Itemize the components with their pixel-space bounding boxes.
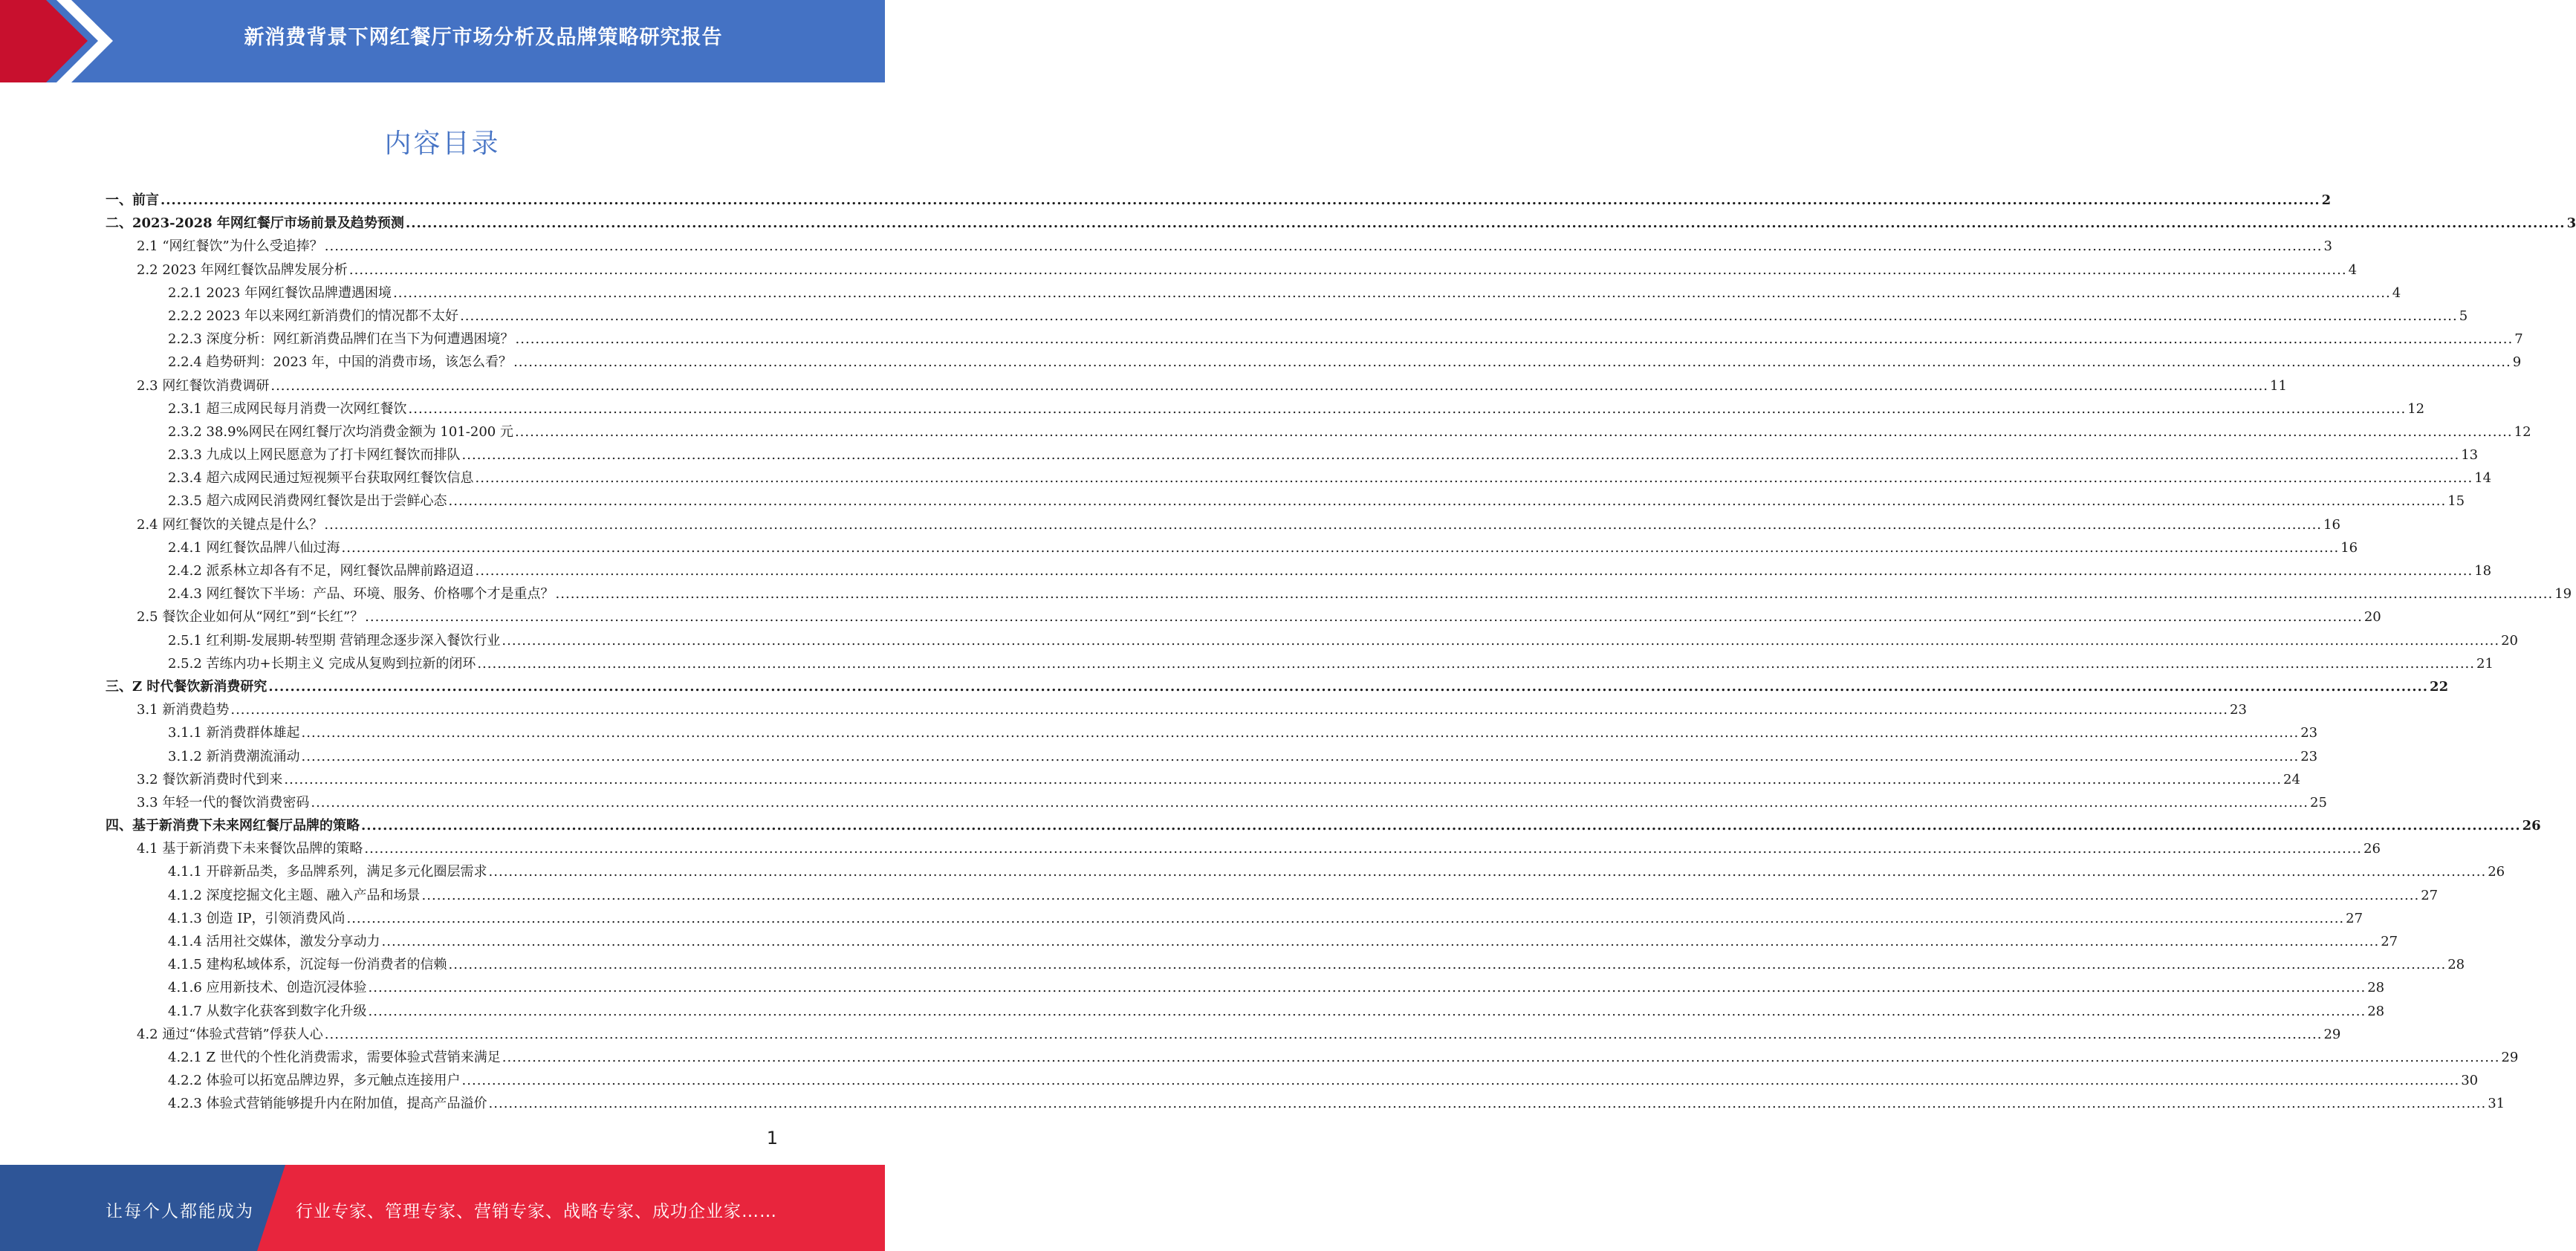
toc-entry-page: 23	[2300, 725, 2318, 741]
toc-entry[interactable]	[106, 1069, 2479, 1092]
toc-entry[interactable]	[106, 1046, 2519, 1069]
toc-entry[interactable]	[106, 629, 2518, 652]
toc-entry-page: 23	[2230, 702, 2247, 718]
toc-entry[interactable]	[106, 328, 2523, 351]
toc-entry-page: 9	[2512, 354, 2522, 371]
toc-entry[interactable]	[106, 443, 2479, 467]
toc-entry-title: 4.1.2 深度挖掘文化主题、融入产品和场景	[168, 887, 421, 903]
toc-dot-leader: ................................................................................................................................................................................................................................................................................................................................................................................................................	[365, 609, 2363, 626]
toc-entry[interactable]	[106, 768, 2300, 791]
toc-entry-page: 28	[2367, 980, 2385, 996]
toc-entry-page: 14	[2474, 470, 2492, 487]
toc-entry[interactable]	[106, 745, 2318, 768]
toc-entry-page: 2	[2321, 192, 2332, 208]
toc-entry-page: 12	[2407, 400, 2425, 417]
toc-dot-leader: ................................................................................................................................................................................................................................................................................................................................................................................................................	[460, 308, 2458, 324]
toc-dot-leader: ................................................................................................................................................................................................................................................................................................................................................................................................................	[448, 493, 2447, 510]
toc-entry-title: 2.5.2 苦练内功+长期主义 完成从复购到拉新的闭环	[168, 655, 476, 672]
toc-entry-title: 一、前言	[106, 192, 159, 208]
toc-dot-leader: ................................................................................................................................................................................................................................................................................................................................................................................................................	[311, 794, 2309, 810]
toc-dot-leader: ................................................................................................................................................................................................................................................................................................................................................................................................................	[448, 957, 2447, 973]
toc-dot-leader: ................................................................................................................................................................................................................................................................................................................................................................................................................	[270, 377, 2269, 394]
toc-entry-page: 3	[2566, 215, 2576, 232]
toc-entry[interactable]	[106, 721, 2318, 744]
toc-dot-leader: ................................................................................................................................................................................................................................................................................................................................................................................................................	[421, 887, 2420, 903]
toc-entry-page: 5	[2459, 308, 2468, 324]
toc-entry-title: 2.2.1 2023 年网红餐饮品牌遭遇困境	[168, 285, 392, 301]
toc-entry-page: 27	[2346, 910, 2364, 926]
toc-entry-page: 29	[2501, 1049, 2519, 1065]
toc-entry-title: 2.2.3 深度分析：网红新消费品牌们在当下为何遭遇困境？	[168, 331, 514, 348]
toc-dot-leader: ................................................................................................................................................................................................................................................................................................................................................................................................................	[341, 539, 2340, 556]
toc-entry[interactable]	[106, 582, 2572, 605]
toc-entry[interactable]	[106, 1023, 2341, 1046]
toc-entry-title: 2.1 “网红餐饮”为什么受追捧？	[137, 238, 323, 255]
toc-entry-page: 16	[2340, 539, 2358, 556]
toc-entry[interactable]	[106, 420, 2531, 443]
toc-entry-page: 25	[2310, 794, 2327, 810]
toc-entry-title: 2.2.4 趋势研判：2023 年，中国的消费市场，该怎么看？	[168, 354, 513, 371]
toc-entry-page: 4	[2392, 285, 2401, 301]
toc-dot-leader: ................................................................................................................................................................................................................................................................................................................................................................................................................	[461, 1073, 2460, 1089]
toc-entry-page: 16	[2323, 516, 2340, 533]
toc-entry[interactable]	[106, 305, 2468, 328]
footer-slogan-left: 让每个人都能成为	[106, 1202, 254, 1221]
toc-dot-leader: ................................................................................................................................................................................................................................................................................................................................................................................................................	[346, 910, 2345, 926]
page-number: 1	[766, 1128, 778, 1148]
toc-entry-page: 12	[2514, 423, 2531, 440]
toc-entry[interactable]	[106, 282, 2401, 305]
toc-entry-page: 3	[2323, 238, 2332, 255]
toc-entry-page: 15	[2447, 493, 2465, 510]
toc-entry[interactable]	[106, 259, 2358, 282]
toc-entry[interactable]	[106, 953, 2465, 976]
toc-entry[interactable]	[106, 351, 2522, 374]
toc-dot-leader: ................................................................................................................................................................................................................................................................................................................................................................................................................	[348, 261, 2347, 278]
toc-entry-page: 24	[2283, 771, 2300, 787]
footer-banner	[0, 1165, 885, 1251]
toc-entry[interactable]	[106, 374, 2287, 397]
toc-entry[interactable]	[106, 884, 2439, 907]
toc-entry-title: 2.4.1 网红餐饮品牌八仙过海	[168, 539, 340, 556]
toc-entry-title: 3.2 餐饮新消费时代到来	[137, 771, 283, 787]
toc-entry-page: 28	[2367, 1003, 2385, 1019]
toc-entry[interactable]	[106, 1000, 2385, 1023]
toc-dot-leader: ................................................................................................................................................................................................................................................................................................................................................................................................................	[160, 192, 2320, 208]
header-banner	[0, 0, 885, 82]
toc-entry[interactable]	[106, 652, 2494, 675]
toc-entry[interactable]	[106, 397, 2425, 420]
toc-entry-title: 3.1.1 新消费群体雄起	[168, 725, 300, 741]
toc-dot-leader: ................................................................................................................................................................................................................................................................................................................................................................................................................	[477, 655, 2475, 672]
toc-entry-page: 4	[2348, 261, 2358, 278]
toc-entry[interactable]	[106, 490, 2465, 513]
toc-entry-title: 2.5.1 红利期-发展期-转型期 营销理念逐步深入餐饮行业	[168, 632, 501, 649]
toc-entry[interactable]	[106, 212, 2576, 235]
toc-dot-leader: ................................................................................................................................................................................................................................................................................................................................................................................................................	[488, 1096, 2487, 1112]
toc-entry[interactable]	[106, 814, 2541, 837]
toc-dot-leader: ................................................................................................................................................................................................................................................................................................................................................................................................................	[513, 354, 2511, 371]
toc-entry-page: 23	[2300, 748, 2318, 764]
toc-entry-page: 27	[2421, 887, 2439, 903]
toc-dot-leader: ................................................................................................................................................................................................................................................................................................................................................................................................................	[405, 215, 2566, 232]
toc-entry-title: 2.3.3 九成以上网民愿意为了打卡网红餐饮而排队	[168, 447, 461, 464]
toc-entry[interactable]	[106, 860, 2505, 883]
toc-entry[interactable]	[106, 907, 2364, 930]
toc-entry-page: 19	[2554, 586, 2572, 602]
toc-entry[interactable]	[106, 791, 2327, 814]
toc-entry-title: 2.4.2 派系林立却各有不足，网红餐饮品牌前路迢迢	[168, 563, 474, 579]
toc-entry-title: 2.3.4 超六成网民通过短视频平台获取网红餐饮信息	[168, 470, 474, 487]
toc-entry-title: 4.1.3 创造 IP，引领消费风尚	[168, 910, 345, 926]
toc-entry-page: 22	[2430, 678, 2449, 695]
toc-entry-page: 27	[2381, 934, 2398, 949]
toc-dot-leader: ................................................................................................................................................................................................................................................................................................................................................................................................................	[301, 725, 2300, 741]
toc-dot-leader: ................................................................................................................................................................................................................................................................................................................................................................................................................	[555, 586, 2554, 602]
toc-entry-title: 2.3.2 38.9%网民在网红餐厅次均消费金额为 101-200 元	[168, 423, 513, 440]
toc-entry-title: 3.1 新消费趋势	[137, 702, 230, 718]
toc-dot-leader: ................................................................................................................................................................................................................................................................................................................................................................................................................	[515, 331, 2514, 348]
toc-entry-title: 4.2.2 体验可以拓宽品牌边界，多元触点连接用户	[168, 1073, 461, 1089]
report-title: 新消费背景下网红餐厅市场分析及品牌策略研究报告	[244, 26, 723, 49]
toc-entry-page: 20	[2501, 632, 2518, 649]
toc-dot-leader: ................................................................................................................................................................................................................................................................................................................................................................................................................	[324, 516, 2323, 533]
toc-dot-leader: ................................................................................................................................................................................................................................................................................................................................................................................................................	[301, 748, 2300, 764]
toc-dot-leader: ................................................................................................................................................................................................................................................................................................................................................................................................................	[364, 841, 2363, 857]
toc-entry[interactable]	[106, 675, 2449, 698]
toc-entry-page: 13	[2461, 447, 2479, 464]
toc-entry-page: 26	[2488, 864, 2505, 880]
toc-entry-title: 四、基于新消费下未来网红餐厅品牌的策略	[106, 818, 360, 834]
toc-entry-title: 4.2 通过“体验式营销”俘获人心	[137, 1026, 323, 1042]
toc-dot-leader: ................................................................................................................................................................................................................................................................................................................................................................................................................	[514, 423, 2513, 440]
toc-dot-leader: ................................................................................................................................................................................................................................................................................................................................................................................................................	[368, 980, 2366, 996]
toc-entry-title: 4.1.4 活用社交媒体，激发分享动力	[168, 934, 380, 949]
footer-slogan-right: 行业专家、管理专家、营销专家、战略专家、成功企业家……	[296, 1202, 777, 1221]
toc-entry-title: 4.1 基于新消费下未来餐饮品牌的策略	[137, 841, 363, 857]
toc-entry-title: 2.4 网红餐饮的关键点是什么？	[137, 516, 323, 533]
toc-entry-page: 30	[2461, 1073, 2479, 1089]
toc-entry-title: 2.3.5 超六成网民消费网红餐饮是出于尝鲜心态	[168, 493, 447, 510]
toc-entry-page: 20	[2364, 609, 2381, 626]
toc-entry-page: 11	[2270, 377, 2287, 394]
toc-entry-title: 二、2023-2028 年网红餐厅市场前景及趋势预测	[106, 215, 404, 232]
toc-entry[interactable]	[106, 559, 2492, 582]
toc-entry[interactable]	[106, 513, 2340, 536]
toc-dot-leader: ................................................................................................................................................................................................................................................................................................................................................................................................................	[475, 470, 2473, 487]
toc-entry-page: 26	[2364, 841, 2381, 857]
toc-entry-title: 2.2.2 2023 年以来网红新消费们的情况都不太好	[168, 308, 459, 324]
toc-entry-title: 2.2 2023 年网红餐饮品牌发展分析	[137, 261, 348, 278]
toc-dot-leader: ................................................................................................................................................................................................................................................................................................................................................................................................................	[393, 285, 2391, 301]
toc-entry[interactable]	[106, 1092, 2505, 1115]
toc-entry[interactable]	[106, 467, 2492, 490]
toc-dot-leader: ................................................................................................................................................................................................................................................................................................................................................................................................................	[461, 447, 2460, 464]
toc-entry-title: 4.1.6 应用新技术、创造沉浸体验	[168, 980, 367, 996]
toc-entry-page: 7	[2514, 331, 2523, 348]
table-of-contents	[106, 189, 2576, 1116]
toc-entry-page: 31	[2488, 1096, 2505, 1112]
toc-entry-title: 4.1.1 开辟新品类，多品牌系列，满足多元化圈层需求	[168, 864, 487, 880]
toc-dot-leader: ................................................................................................................................................................................................................................................................................................................................................................................................................	[361, 818, 2521, 834]
toc-entry-title: 4.1.7 从数字化获客到数字化升级	[168, 1003, 367, 1019]
toc-entry-title: 3.3 年轻一代的餐饮消费密码	[137, 794, 310, 810]
toc-entry[interactable]	[106, 536, 2358, 559]
toc-dot-leader: ................................................................................................................................................................................................................................................................................................................................................................................................................	[381, 934, 2380, 949]
toc-entry-title: 2.3 网红餐饮消费调研	[137, 377, 270, 394]
toc-entry-page: 26	[2522, 818, 2541, 834]
toc-entry-title: 2.4.3 网红餐饮下半场：产品、环境、服务、价格哪个才是重点？	[168, 586, 554, 602]
toc-entry-page: 18	[2474, 563, 2492, 579]
toc-dot-leader: ................................................................................................................................................................................................................................................................................................................................................................................................................	[475, 563, 2473, 579]
toc-dot-leader: ................................................................................................................................................................................................................................................................................................................................................................................................................	[324, 238, 2323, 255]
toc-entry[interactable]	[106, 976, 2385, 999]
toc-dot-leader: ................................................................................................................................................................................................................................................................................................................................................................................................................	[368, 1003, 2366, 1019]
toc-entry-title: 4.1.5 建构私域体系，沉淀每一份消费者的信赖	[168, 957, 447, 973]
toc-entry-title: 4.2.3 体验式营销能够提升内在附加值，提高产品溢价	[168, 1096, 487, 1112]
toc-entry-title: 4.2.1 Z 世代的个性化消费需求，需要体验式营销来满足	[168, 1049, 501, 1065]
toc-dot-leader: ................................................................................................................................................................................................................................................................................................................................................................................................................	[502, 1049, 2500, 1065]
toc-dot-leader: ................................................................................................................................................................................................................................................................................................................................................................................................................	[408, 400, 2407, 417]
toc-entry-page: 29	[2323, 1026, 2341, 1042]
toc-entry[interactable]	[106, 698, 2247, 721]
toc-entry-title: 三、Z 时代餐饮新消费研究	[106, 678, 267, 695]
toc-dot-leader: ................................................................................................................................................................................................................................................................................................................................................................................................................	[488, 864, 2487, 880]
toc-entry-page: 21	[2476, 655, 2494, 672]
toc-dot-leader: ................................................................................................................................................................................................................................................................................................................................................................................................................	[324, 1026, 2323, 1042]
toc-entry-title: 2.3.1 超三成网民每月消费一次网红餐饮	[168, 400, 407, 417]
toc-entry[interactable]	[106, 930, 2398, 953]
toc-entry-page: 28	[2447, 957, 2465, 973]
toc-dot-leader: ................................................................................................................................................................................................................................................................................................................................................................................................................	[502, 632, 2500, 649]
toc-entry-title: 3.1.2 新消费潮流涌动	[168, 748, 300, 764]
toc-dot-leader: ................................................................................................................................................................................................................................................................................................................................................................................................................	[268, 678, 2429, 695]
toc-entry-title: 2.5 餐饮企业如何从“网红”到“长红”？	[137, 609, 364, 626]
toc-entry[interactable]	[106, 605, 2381, 628]
toc-dot-leader: ................................................................................................................................................................................................................................................................................................................................................................................................................	[284, 771, 2283, 787]
toc-entry[interactable]	[106, 235, 2332, 258]
toc-entry[interactable]	[106, 189, 2332, 212]
toc-heading: 内容目录	[384, 129, 501, 159]
toc-dot-leader: ................................................................................................................................................................................................................................................................................................................................................................................................................	[230, 702, 2229, 718]
toc-entry[interactable]	[106, 837, 2381, 860]
